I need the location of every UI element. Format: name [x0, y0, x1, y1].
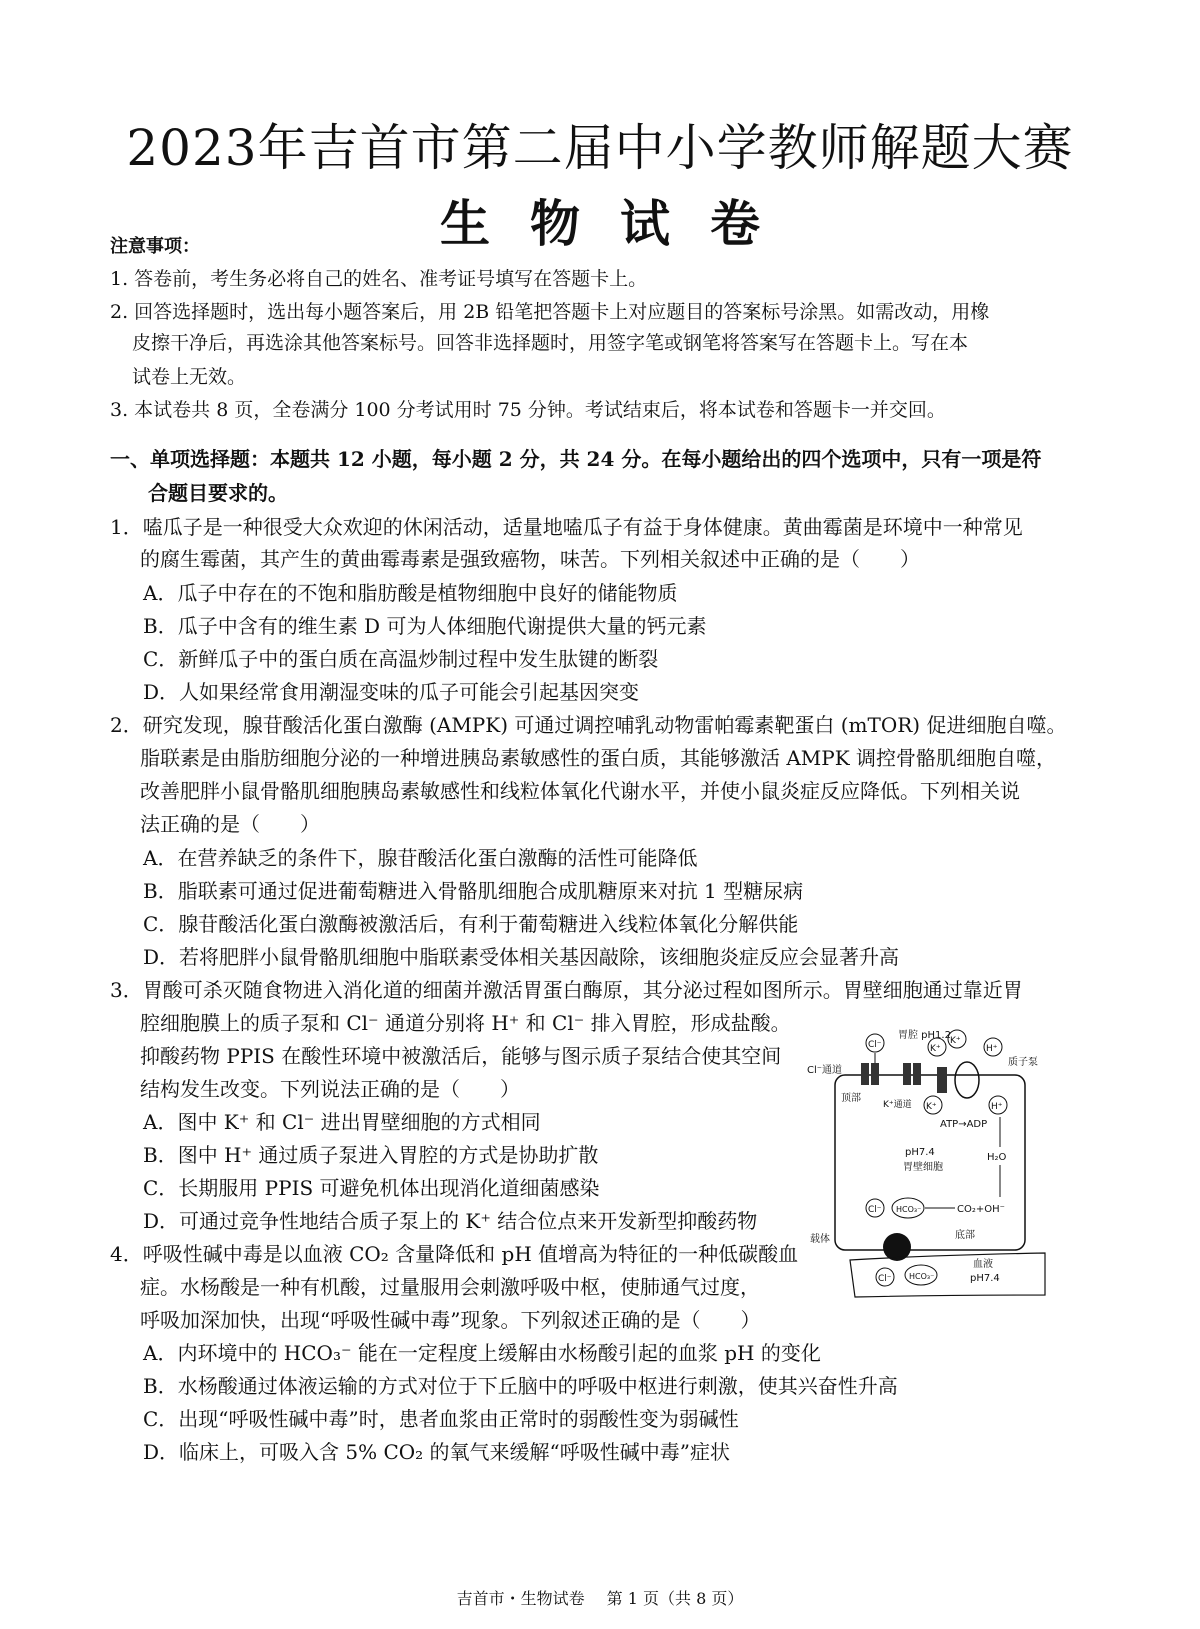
exam-subject-title: 生物试卷 [440, 194, 800, 253]
question-stem: 结构发生改变。下列说法正确的是（ ） [140, 1077, 520, 1101]
k-channel-label: K⁺通道 [883, 1100, 912, 1110]
question-stem: 改善肥胖小鼠骨骼肌细胞胰岛素敏感性和线粒体氧化代谢水平，并使小鼠炎症反应降低。下列相关说 [140, 779, 1020, 803]
apical-label: 顶部 [841, 1093, 861, 1104]
k-channel-shape [913, 1063, 921, 1085]
carrier-label: 载体 [810, 1234, 830, 1245]
answer-option: C．新鲜瓜子中的蛋白质在高温炒制过程中发生肽键的断裂 [143, 647, 659, 671]
section-heading: 一、单项选择题：本题共 12 小题，每小题 2 分，共 24 分。在每小题给出的四个选项中，只有一项是符 [110, 447, 1042, 471]
answer-option: D．若将肥胖小鼠骨骼肌细胞中脂联素受体相关基因敲除，该细胞炎症反应会显著升高 [143, 945, 900, 969]
question-stem: 法正确的是（ ） [140, 812, 320, 836]
k-ion-label: K⁺ [950, 1036, 961, 1046]
footer-page-number: 第 1 页（共 8 页） [606, 1589, 744, 1608]
blood-ph-label: pH7.4 [970, 1273, 1000, 1284]
notice-item: 2. 回答选择题时，选出每小题答案后，用 2B 铅笔把答题卡上对应题目的答案标号涂黑。如需改动，用橡 [110, 301, 990, 323]
cl-ion-label: Cl⁻ [868, 1040, 882, 1050]
answer-option: D．可通过竞争性地结合质子泵上的 K⁺ 结合位点来开发新型抑酸药物 [143, 1209, 758, 1233]
k-ion-label: K⁺ [930, 1044, 941, 1054]
exam-title: 2023年吉首市第二届中小学教师解题大赛 [126, 119, 1074, 177]
notice-item: 皮擦干净后，再选涂其他答案标号。回答非选择题时，用签字笔或钢笔将答案写在答题卡上。写在本 [132, 332, 969, 354]
cl-channel-label: Cl⁻通道 [807, 1065, 843, 1076]
answer-option: C．出现“呼吸性碱中毒”时，患者血浆由正常时的弱酸性变为弱碱性 [143, 1407, 739, 1431]
pump-subunit [937, 1067, 947, 1093]
question-stem: 症。水杨酸是一种有机酸，过量服用会刺激呼吸中枢，使肺通气过度， [140, 1275, 760, 1299]
answer-option: C．腺苷酸活化蛋白激酶被激活后，有利于葡萄糖进入线粒体氧化分解供能 [143, 912, 799, 936]
cl-channel-shape [861, 1063, 869, 1085]
question-stem: 2．研究发现，腺苷酸活化蛋白激酶 (AMPK) 可通过调控哺乳动物雷帕霉素靶蛋白 (mTOR) 促进细胞自噬。 [110, 713, 1067, 737]
question-stem: 3．胃酸可杀灭随食物进入消化道的细菌并激活胃蛋白酶原，其分泌过程如图所示。胃壁细胞通过靠近胃 [110, 978, 1023, 1002]
answer-option: D．人如果经常食用潮湿变味的瓜子可能会引起基因突变 [143, 680, 640, 704]
k-ion-label: K⁺ [926, 1102, 937, 1112]
water-label: H₂O [987, 1152, 1007, 1163]
notice-item: 试卷上无效。 [132, 366, 247, 388]
proton-pump-shape [955, 1062, 979, 1098]
blood-label: 血液 [973, 1259, 993, 1270]
cl-ion-label: Cl⁻ [868, 1205, 882, 1215]
answer-option: B．瓜子中含有的维生素 D 可为人体细胞代谢提供大量的钙元素 [143, 614, 707, 638]
footer-exam-name: 吉首市・生物试卷 [456, 1589, 585, 1608]
proton-pump-label: 质子泵 [1008, 1057, 1038, 1068]
answer-option: B．图中 H⁺ 通过质子泵进入胃腔的方式是协助扩散 [143, 1143, 599, 1167]
gastric-lumen-label: 胃腔 pH1.2 [898, 1030, 951, 1041]
question-stem: 呼吸加深加快，出现“呼吸性碱中毒”现象。下列叙述正确的是（ ） [140, 1308, 761, 1332]
notice-item: 3. 本试卷共 8 页，全卷满分 100 分考试用时 75 分钟。考试结束后，将本试卷和答题卡一并交回。 [110, 399, 946, 421]
answer-option: D．临床上，可吸入含 5% CO₂ 的氧气来缓解“呼吸性碱中毒”症状 [143, 1440, 731, 1464]
basal-label: 底部 [955, 1230, 975, 1241]
page-footer [0, 1586, 1200, 1609]
co2-oh-label: CO₂+OH⁻ [957, 1204, 1005, 1215]
answer-option: B．脂联素可通过促进葡萄糖进入骨骼肌细胞合成肌糖原来对抗 1 型糖尿病 [143, 879, 804, 903]
cell-ph-label: pH7.4 [905, 1147, 935, 1158]
gastric-parietal-cell-diagram [805, 1025, 1060, 1300]
k-channel-shape [903, 1063, 911, 1085]
cell-name-label: 胃壁细胞 [903, 1162, 943, 1173]
cl-channel-shape [871, 1063, 879, 1085]
answer-option: A．瓜子中存在的不饱和脂肪酸是植物细胞中良好的储能物质 [143, 581, 678, 605]
h-ion-label: H⁺ [991, 1102, 1003, 1112]
answer-option: A．图中 K⁺ 和 Cl⁻ 进出胃壁细胞的方式相同 [143, 1110, 541, 1134]
notice-item: 1. 答卷前，考生务必将自己的姓名、准考证号填写在答题卡上。 [110, 268, 648, 290]
question-stem: 腔细胞膜上的质子泵和 Cl⁻ 通道分别将 H⁺ 和 Cl⁻ 排入胃腔，形成盐酸。 [140, 1011, 791, 1035]
section-heading-cont: 合题目要求的。 [148, 481, 288, 505]
answer-option: A．内环境中的 HCO₃⁻ 能在一定程度上缓解由水杨酸引起的血浆 pH 的变化 [143, 1341, 821, 1365]
answer-option: B．水杨酸通过体液运输的方式对位于下丘脑中的呼吸中枢进行刺激，使其兴奋性升高 [143, 1374, 898, 1398]
atp-adp-label: ATP→ADP [940, 1119, 988, 1130]
question-stem: 的腐生霉菌，其产生的黄曲霉毒素是强致癌物，味苦。下列相关叙述中正确的是（ ） [140, 547, 920, 571]
h-ion-label: H⁺ [986, 1044, 998, 1054]
question-stem: 脂联素是由脂肪细胞分泌的一种增进胰岛素敏感性的蛋白质，其能够激活 AMPK 调控骨骼肌细胞自噬， [140, 746, 1057, 770]
hco3-ion-label: HCO₃⁻ [896, 1205, 922, 1214]
question-stem: 1．嗑瓜子是一种很受大众欢迎的休闲活动，适量地嗑瓜子有益于身体健康。黄曲霉菌是环境中一种常见 [110, 515, 1023, 539]
answer-option: A．在营养缺乏的条件下，腺苷酸活化蛋白激酶的活性可能降低 [143, 846, 698, 870]
notice-heading: 注意事项： [110, 236, 200, 257]
hco3-ion-label: HCO₃⁻ [909, 1272, 935, 1281]
question-stem: 抑酸药物 PPIS 在酸性环境中被激活后，能够与图示质子泵结合使其空间 [140, 1044, 782, 1068]
answer-option: C．长期服用 PPIS 可避免机体出现消化道细菌感染 [143, 1176, 600, 1200]
question-stem: 4．呼吸性碱中毒是以血液 CO₂ 含量降低和 pH 值增高为特征的一种低碳酸血 [110, 1242, 799, 1266]
cl-ion-label: Cl⁻ [878, 1274, 892, 1284]
